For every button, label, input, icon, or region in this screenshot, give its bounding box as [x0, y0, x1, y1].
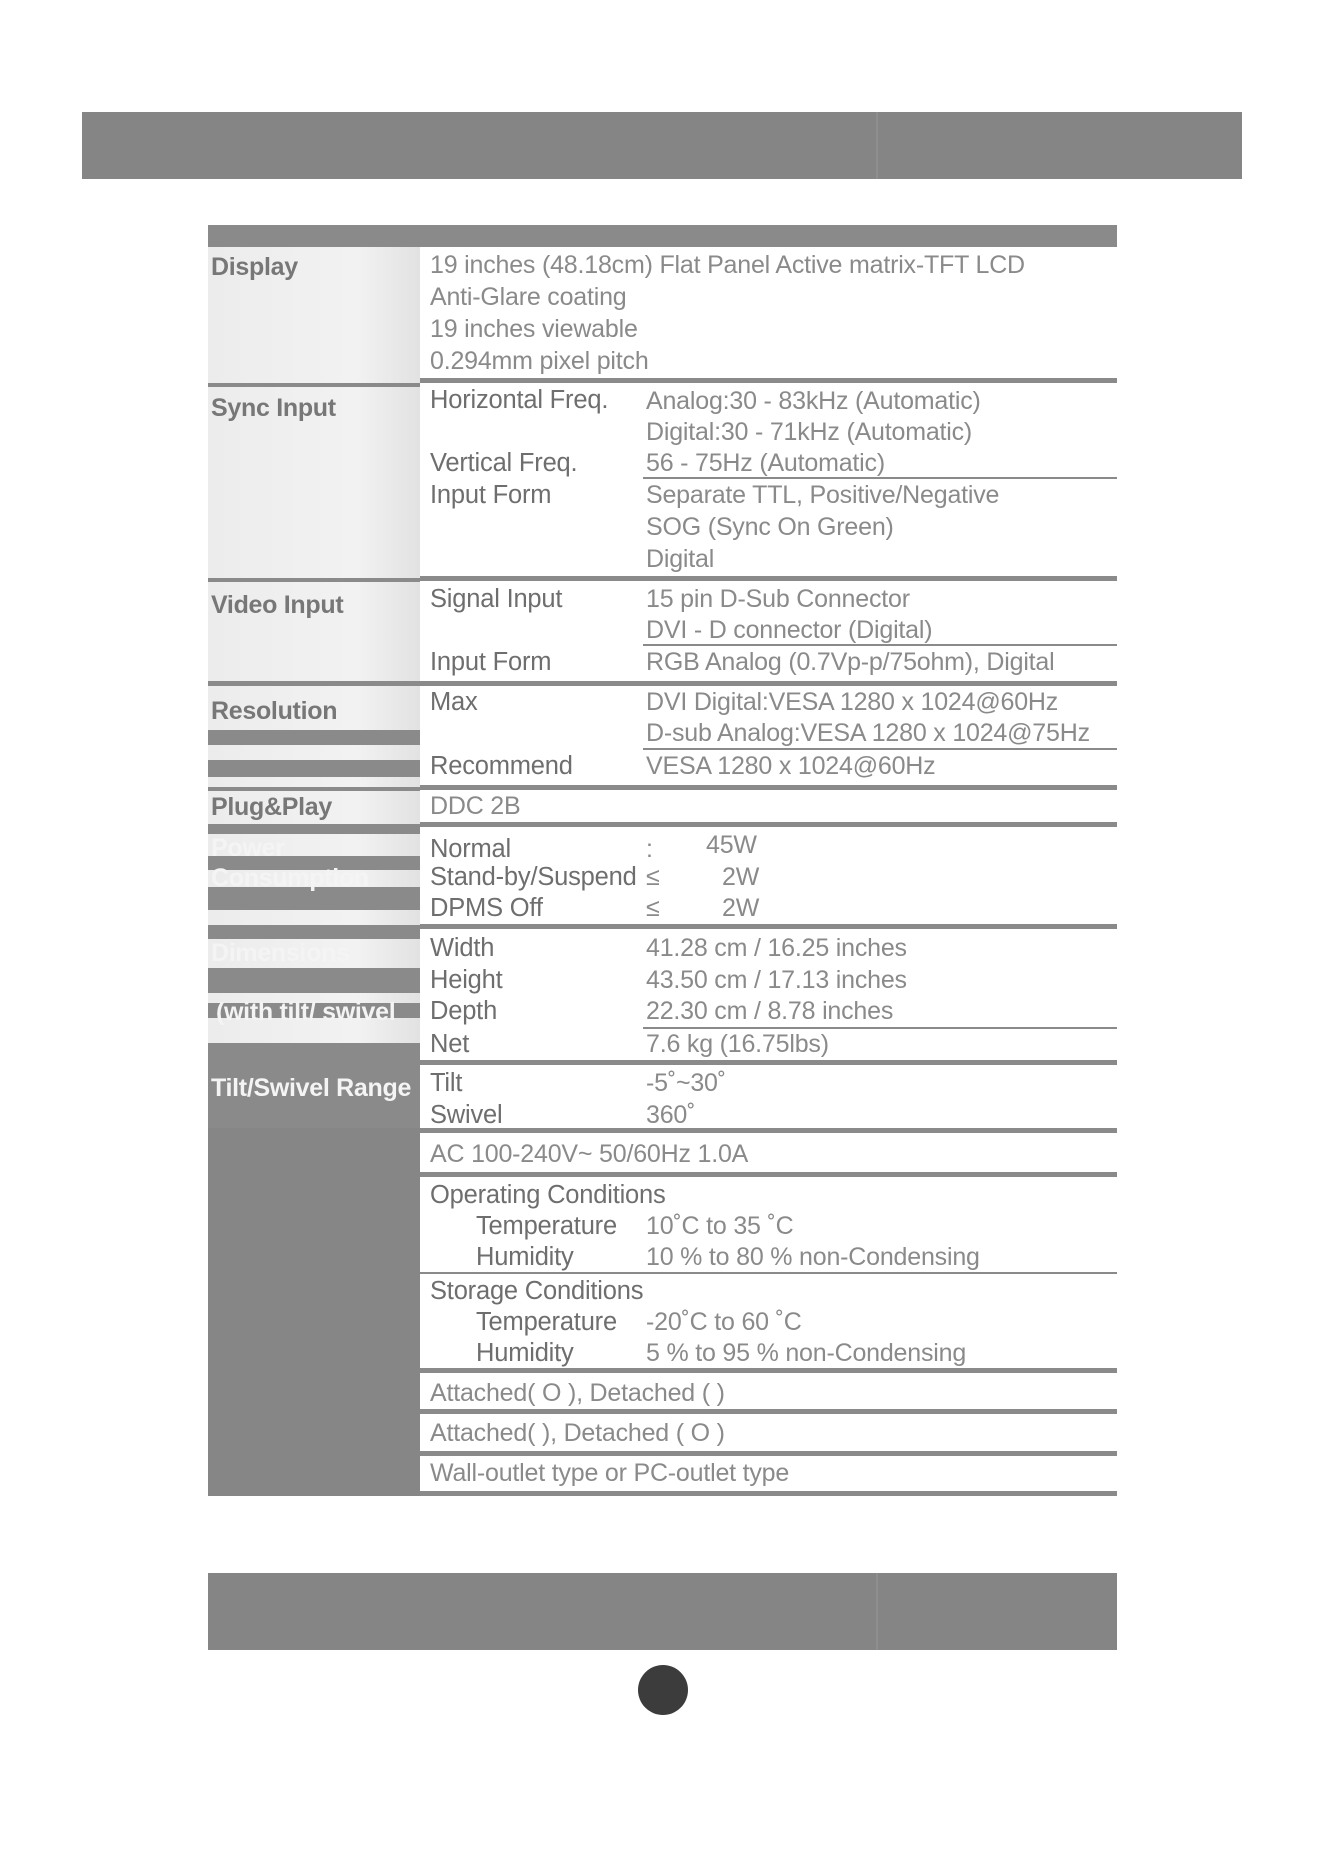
- st-temp-value: -20˚C to 60 ˚C: [646, 1308, 802, 1336]
- row-divider: [420, 1060, 1117, 1065]
- operating-conditions-title: Operating Conditions: [430, 1181, 666, 1209]
- power-dpms-value: 2W: [722, 894, 760, 922]
- dim-width-value: 41.28 cm / 16.25 inches: [646, 934, 907, 962]
- resolution-max-value: D-sub Analog:VESA 1280 x 1024@75Hz: [646, 719, 1090, 747]
- video-signal-value: DVI - D connector (Digital): [646, 616, 933, 644]
- label-bar: [208, 730, 420, 745]
- storage-conditions-title: Storage Conditions: [430, 1277, 644, 1305]
- power-standby-symbol: ≤: [646, 863, 660, 891]
- row-divider: [420, 924, 1117, 929]
- video-form-label: Input Form: [430, 648, 552, 676]
- sync-form-label: Input Form: [430, 481, 552, 509]
- footer-divider: [876, 1573, 878, 1650]
- dim-height-value: 43.50 cm / 17.13 inches: [646, 966, 907, 994]
- sync-hfreq-label: Horizontal Freq.: [430, 386, 609, 414]
- display-line: 19 inches (48.18cm) Flat Panel Active matrix-TFT LCD: [430, 251, 1025, 279]
- category-sync-input: Sync Input: [211, 394, 336, 422]
- resolution-max-label: Max: [430, 688, 478, 716]
- category-display: Display: [211, 253, 298, 281]
- display-line: Anti-Glare coating: [430, 283, 627, 311]
- label-column-dark: [208, 1128, 420, 1496]
- category-tilt-swivel-range: Tilt/Swivel Range: [211, 1074, 412, 1102]
- display-line: 0.294mm pixel pitch: [430, 347, 649, 375]
- power-input-value: AC 100-240V~ 50/60Hz 1.0A: [430, 1140, 749, 1168]
- row-divider: [420, 822, 1117, 827]
- page-number-dot: [638, 1665, 688, 1715]
- category-video-input: Video Input: [211, 591, 344, 619]
- st-humidity-value: 5 % to 95 % non-Condensing: [646, 1339, 967, 1367]
- dim-net-label: Net: [430, 1030, 470, 1058]
- dim-depth-value: 22.30 cm / 8.78 inches: [646, 997, 894, 1025]
- header-bar: [82, 112, 1242, 179]
- resolution-recommend-value: VESA 1280 x 1024@60Hz: [646, 752, 936, 780]
- op-temp-value: 10˚C to 35 ˚C: [646, 1212, 794, 1240]
- video-signal-value: 15 pin D-Sub Connector: [646, 585, 910, 613]
- plugplay-value: DDC 2B: [430, 792, 521, 820]
- category-resolution: Resolution: [211, 697, 338, 725]
- power-standby-value: 2W: [722, 863, 760, 891]
- label-divider: [208, 681, 420, 686]
- sub-divider: [420, 1272, 1117, 1274]
- row-divider: [420, 1128, 1117, 1133]
- sub-divider: [643, 748, 1117, 750]
- row-divider: [420, 1368, 1117, 1373]
- op-humidity-value: 10 % to 80 % non-Condensing: [646, 1243, 980, 1271]
- video-signal-label: Signal Input: [430, 585, 563, 613]
- dim-depth-label: Depth: [430, 997, 498, 1025]
- label-bar: [208, 968, 420, 993]
- dim-height-label: Height: [430, 966, 503, 994]
- signal-cable-value: Attached( ), Detached ( O ): [430, 1419, 725, 1447]
- sync-vfreq-label: Vertical Freq.: [430, 449, 578, 477]
- swivel-label: Swivel: [430, 1101, 503, 1129]
- resolution-max-value: DVI Digital:VESA 1280 x 1024@60Hz: [646, 688, 1059, 716]
- row-divider: [420, 785, 1117, 790]
- dim-width-label: Width: [430, 934, 495, 962]
- row-divider: [420, 681, 1117, 686]
- power-cord-value: Wall-outlet type or PC-outlet type: [430, 1459, 790, 1487]
- st-humidity-label: Humidity: [476, 1339, 574, 1367]
- sync-hfreq-value: Analog:30 - 83kHz (Automatic): [646, 387, 981, 415]
- power-normal-value: 45W: [706, 831, 757, 859]
- header-divider: [876, 112, 878, 179]
- category-power-consumption: Consumption: [211, 864, 369, 892]
- label-divider: [208, 578, 420, 582]
- row-divider: [420, 1172, 1117, 1177]
- power-standby-label: Stand-by/Suspend: [430, 863, 637, 891]
- power-normal-label: Normal: [430, 835, 511, 863]
- tilt-value: -5˚~30˚: [646, 1069, 726, 1097]
- power-dpms-symbol: ≤: [646, 894, 660, 922]
- display-line: 19 inches viewable: [430, 315, 638, 343]
- power-dpms-label: DPMS Off: [430, 894, 543, 922]
- dim-net-value: 7.6 kg (16.75lbs): [646, 1030, 829, 1058]
- row-divider: [420, 1491, 1117, 1496]
- row-divider: [420, 378, 1117, 383]
- sync-form-value: SOG (Sync On Green): [646, 513, 894, 541]
- row-divider: [420, 1451, 1117, 1456]
- category-dimensions: Dimensions: [211, 939, 350, 967]
- footer-bar: [208, 1573, 1117, 1650]
- stand-value: Attached( O ), Detached ( ): [430, 1379, 725, 1407]
- video-form-value: RGB Analog (0.7Vp-p/75ohm), Digital: [646, 648, 1055, 676]
- swivel-value: 360˚: [646, 1101, 696, 1129]
- sync-form-value: Digital: [646, 545, 715, 573]
- label-bar: [208, 760, 420, 777]
- row-divider: [420, 576, 1117, 581]
- row-divider: [420, 1409, 1117, 1414]
- st-temp-label: Temperature: [476, 1308, 617, 1336]
- category-plug-and-play: Plug&Play: [211, 793, 332, 821]
- sync-vfreq-value: 56 - 75Hz (Automatic): [646, 449, 885, 477]
- sync-form-value: Separate TTL, Positive/Negative: [646, 481, 1000, 509]
- sync-hfreq-value: Digital:30 - 71kHz (Automatic): [646, 418, 973, 446]
- table-top-rule: [208, 225, 1117, 247]
- op-humidity-label: Humidity: [476, 1243, 574, 1271]
- tilt-label: Tilt: [430, 1069, 463, 1097]
- label-bar: [208, 925, 420, 939]
- power-normal-symbol: :: [646, 835, 653, 863]
- label-divider: [208, 383, 420, 387]
- resolution-recommend-label: Recommend: [430, 752, 573, 780]
- label-divider: [208, 787, 420, 791]
- op-temp-label: Temperature: [476, 1212, 617, 1240]
- category-with-tilt-swivel: (with tilt/ swivel: [216, 998, 396, 1026]
- category-power: Power: [211, 834, 285, 862]
